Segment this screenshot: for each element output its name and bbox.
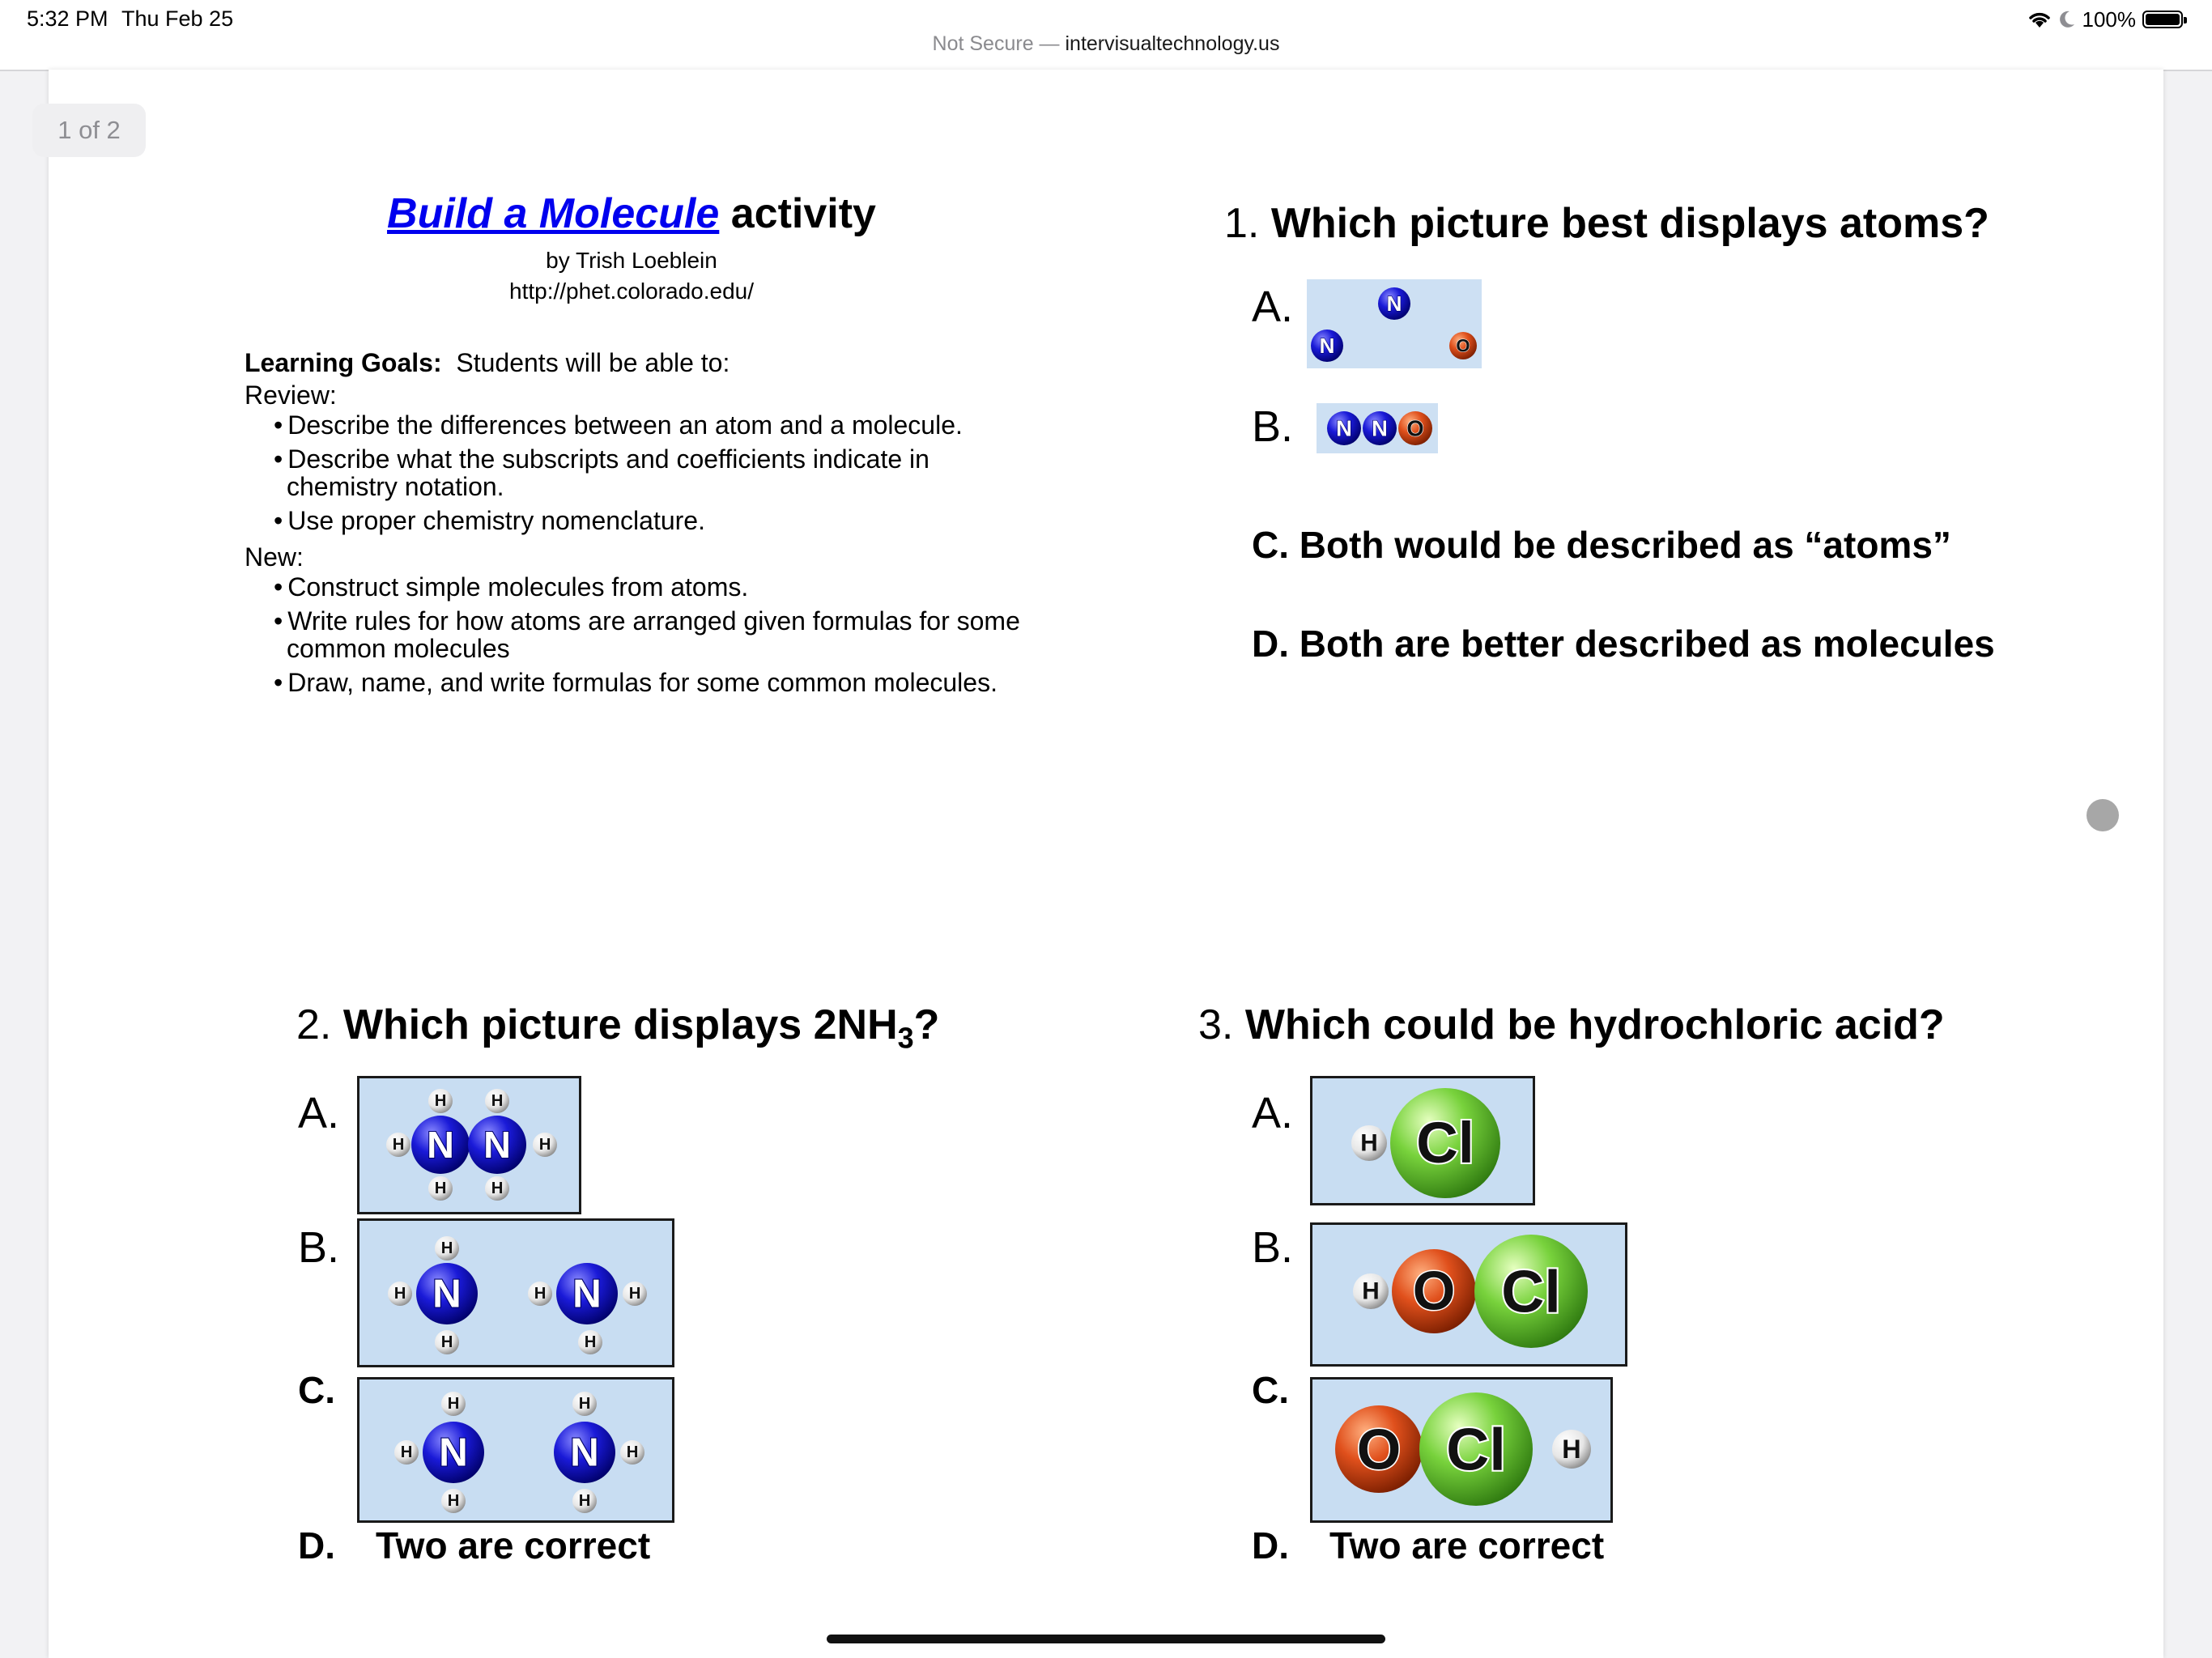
moon-icon: [2058, 10, 2076, 29]
wifi-icon: [2027, 10, 2052, 29]
review-list: [245, 411, 1038, 534]
hydrogen-atom: [435, 1236, 459, 1261]
chlorine-atom: [1419, 1392, 1533, 1506]
home-indicator[interactable]: [827, 1635, 1385, 1643]
status-indicators: [2027, 6, 2184, 32]
q1b-molecule: [1317, 403, 1438, 453]
q2-option-d-label: D.: [298, 1524, 335, 1567]
oxygen-atom: [1335, 1405, 1423, 1493]
list-item: • Describe the differences between an atom and a molecule.: [245, 411, 1038, 439]
hydrogen-atom: [1552, 1430, 1591, 1469]
oxygen-atom-symbol: O: [1356, 1417, 1402, 1482]
hydrogen-atom-symbol: H: [578, 1492, 591, 1510]
q2a-molecule: [359, 1078, 584, 1217]
q1-option-c[interactable]: C. Both would be described as “atoms”: [1252, 524, 1951, 566]
hydrogen-atom-symbol: H: [491, 1180, 504, 1197]
q1-option-a-image[interactable]: [1307, 279, 1482, 368]
oxygen-atom: [1449, 332, 1477, 359]
q2-option-a-label: A.: [298, 1089, 340, 1137]
hydrogen-atom: [388, 1282, 412, 1306]
q3c-molecule: [1312, 1380, 1615, 1525]
chlorine-atom-symbol: Cl: [1416, 1111, 1474, 1175]
hydrogen-atom-symbol: H: [440, 1333, 453, 1351]
hydrogen-atom-symbol: H: [1360, 1129, 1378, 1157]
nitrogen-atom: [411, 1116, 470, 1174]
new-label: New:: [245, 542, 304, 572]
title-rest: activity: [719, 190, 876, 237]
hydrogen-atom: [1353, 1273, 1389, 1309]
chlorine-atom-symbol: Cl: [1501, 1257, 1561, 1325]
hydrogen-atom: [623, 1282, 647, 1306]
hydrogen-atom: [620, 1440, 644, 1465]
oxygen-atom-symbol: O: [1406, 415, 1424, 441]
nitrogen-atom-symbol: N: [1336, 415, 1352, 441]
nitrogen-atom: [468, 1116, 526, 1174]
nitrogen-atom: [1378, 287, 1410, 320]
page-counter: 1 of 2: [32, 104, 146, 157]
nitrogen-atom-symbol: N: [1386, 291, 1402, 316]
url-host: intervisualtechnology.us: [1065, 32, 1280, 55]
nitrogen-atom-symbol: N: [483, 1124, 511, 1166]
nitrogen-atom-symbol: N: [572, 1271, 602, 1316]
question-2-title: 2. Which picture displays $2NH_3$?: [296, 1001, 940, 1055]
q3-option-a-image[interactable]: [1310, 1076, 1535, 1205]
activity-title: [243, 189, 1020, 238]
byline: by Trish Loeblein: [546, 248, 717, 273]
hydrogen-atom: [485, 1176, 509, 1201]
hydrogen-atom-symbol: H: [392, 1136, 405, 1154]
hydrogen-atom-symbol: H: [1562, 1435, 1581, 1464]
q2c-molecules: [359, 1380, 677, 1525]
hydrogen-atom: [1351, 1125, 1387, 1161]
q3-option-c-image[interactable]: [1310, 1377, 1613, 1523]
hydrogen-atom: [428, 1089, 453, 1113]
hydrogen-atom-symbol: H: [400, 1443, 413, 1461]
q1-option-d[interactable]: D. Both are better described as molecules: [1252, 623, 1995, 665]
list-item: • Describe what the subscripts and coefficients indicate in chemistry notation.: [245, 445, 1038, 500]
battery-icon: [2142, 11, 2183, 28]
hydrogen-atom-symbol: H: [578, 1395, 591, 1413]
q3-option-b-label: B.: [1252, 1223, 1294, 1272]
q1a-atoms: [1307, 279, 1482, 368]
oxygen-atom-symbol: O: [1456, 335, 1470, 356]
question-1-title: 1. Which picture best displays atoms?: [1224, 200, 1989, 247]
q3-option-d[interactable]: Two are correct: [1329, 1524, 1605, 1567]
list-item: • Write rules for how atoms are arranged given formulas for some common molecules: [245, 607, 1038, 662]
hydrogen-atom: [572, 1392, 597, 1416]
scroll-indicator[interactable]: [2087, 799, 2119, 831]
nitrogen-atom: [556, 1263, 618, 1324]
new-list: [245, 573, 1038, 696]
list-item: • Draw, name, and write formulas for some common molecules.: [245, 669, 1038, 696]
nitrogen-atom: [1327, 411, 1361, 445]
q1-option-b-label: B.: [1252, 402, 1294, 451]
nitrogen-atom: [423, 1422, 484, 1483]
hydrogen-atom: [578, 1330, 602, 1354]
hydrogen-atom: [394, 1440, 419, 1465]
q1-option-b-image[interactable]: [1317, 403, 1438, 453]
q3a-molecule: [1312, 1078, 1538, 1208]
oxygen-atom: [1392, 1249, 1476, 1333]
oxygen-atom: [1398, 411, 1432, 445]
hydrogen-atom-symbol: H: [434, 1180, 447, 1197]
oxygen-atom-symbol: O: [1412, 1261, 1456, 1322]
nitrogen-atom-symbol: N: [432, 1271, 462, 1316]
hydrogen-atom: [572, 1489, 597, 1513]
hydrogen-atom: [533, 1133, 557, 1157]
nitrogen-atom: [1311, 329, 1343, 362]
question-3-title: 3. Which could be hydrochloric acid?: [1198, 1001, 1945, 1048]
status-date: Thu Feb 25: [121, 6, 234, 31]
hydrogen-atom-symbol: H: [434, 1092, 447, 1110]
hydrogen-atom: [441, 1489, 466, 1513]
q3-option-b-image[interactable]: [1310, 1222, 1627, 1367]
battery-percent: 100%: [2082, 6, 2136, 32]
hydrogen-atom-symbol: H: [1362, 1278, 1380, 1305]
list-item: • Construct simple molecules from atoms.: [245, 573, 1038, 601]
q2-option-a-image[interactable]: [357, 1076, 581, 1214]
nitrogen-atom: [554, 1422, 615, 1483]
q3-option-c-label: C.: [1252, 1369, 1289, 1411]
q3-option-d-label: D.: [1252, 1524, 1289, 1567]
chlorine-atom: [1390, 1088, 1500, 1198]
hydrogen-atom-symbol: H: [538, 1136, 551, 1154]
review-label: Review:: [245, 380, 337, 410]
hydrogen-atom: [428, 1176, 453, 1201]
nitrogen-atom: [416, 1263, 478, 1324]
hydrogen-atom-symbol: H: [393, 1285, 406, 1303]
q1-option-a-label: A.: [1252, 283, 1294, 331]
hydrogen-atom: [528, 1282, 552, 1306]
q2-option-b-label: B.: [298, 1223, 340, 1272]
nitrogen-atom-symbol: N: [439, 1430, 468, 1475]
title-link[interactable]: Build a Molecule: [387, 190, 720, 237]
q2-option-c-label: C.: [298, 1369, 335, 1411]
nitrogen-atom-symbol: N: [427, 1124, 454, 1166]
goals-label: Learning Goals:: [245, 348, 442, 377]
hydrogen-atom: [435, 1330, 459, 1354]
hydrogen-atom: [485, 1089, 509, 1113]
q2-option-d[interactable]: Two are correct: [376, 1524, 651, 1567]
hydrogen-atom-symbol: H: [626, 1443, 639, 1461]
chlorine-atom: [1474, 1235, 1588, 1348]
nitrogen-atom-symbol: N: [570, 1430, 599, 1475]
hydrogen-atom-symbol: H: [628, 1285, 641, 1303]
q2-option-c-image[interactable]: [357, 1377, 674, 1523]
nitrogen-atom-symbol: N: [1319, 334, 1335, 358]
hydrogen-atom-symbol: H: [440, 1239, 453, 1257]
hydrogen-atom: [386, 1133, 410, 1157]
chlorine-atom-symbol: Cl: [1446, 1415, 1506, 1483]
hydrogen-atom-symbol: H: [491, 1092, 504, 1110]
address-bar[interactable]: [0, 32, 2212, 56]
status-bar: [0, 0, 2212, 71]
hydrogen-atom-symbol: H: [447, 1395, 460, 1413]
q3b-molecule: [1312, 1225, 1630, 1369]
not-secure-label: Not Secure —: [932, 32, 1060, 55]
q2b-molecules: [359, 1221, 677, 1370]
hydrogen-atom: [441, 1392, 466, 1416]
q3-option-a-label: A.: [1252, 1089, 1294, 1137]
source-url: http://phet.colorado.edu/: [509, 278, 754, 304]
list-item: • Use proper chemistry nomenclature.: [245, 507, 1038, 534]
nitrogen-atom-symbol: N: [1372, 415, 1388, 441]
hydrogen-atom-symbol: H: [584, 1333, 597, 1351]
hydrogen-atom-symbol: H: [447, 1492, 460, 1510]
nitrogen-atom: [1363, 411, 1397, 445]
status-time: 5:32 PM: [27, 6, 108, 31]
goals-text: Students will be able to:: [456, 348, 730, 377]
learning-goals: [245, 346, 1038, 703]
q2-option-b-image[interactable]: [357, 1218, 674, 1367]
hydrogen-atom-symbol: H: [534, 1285, 547, 1303]
